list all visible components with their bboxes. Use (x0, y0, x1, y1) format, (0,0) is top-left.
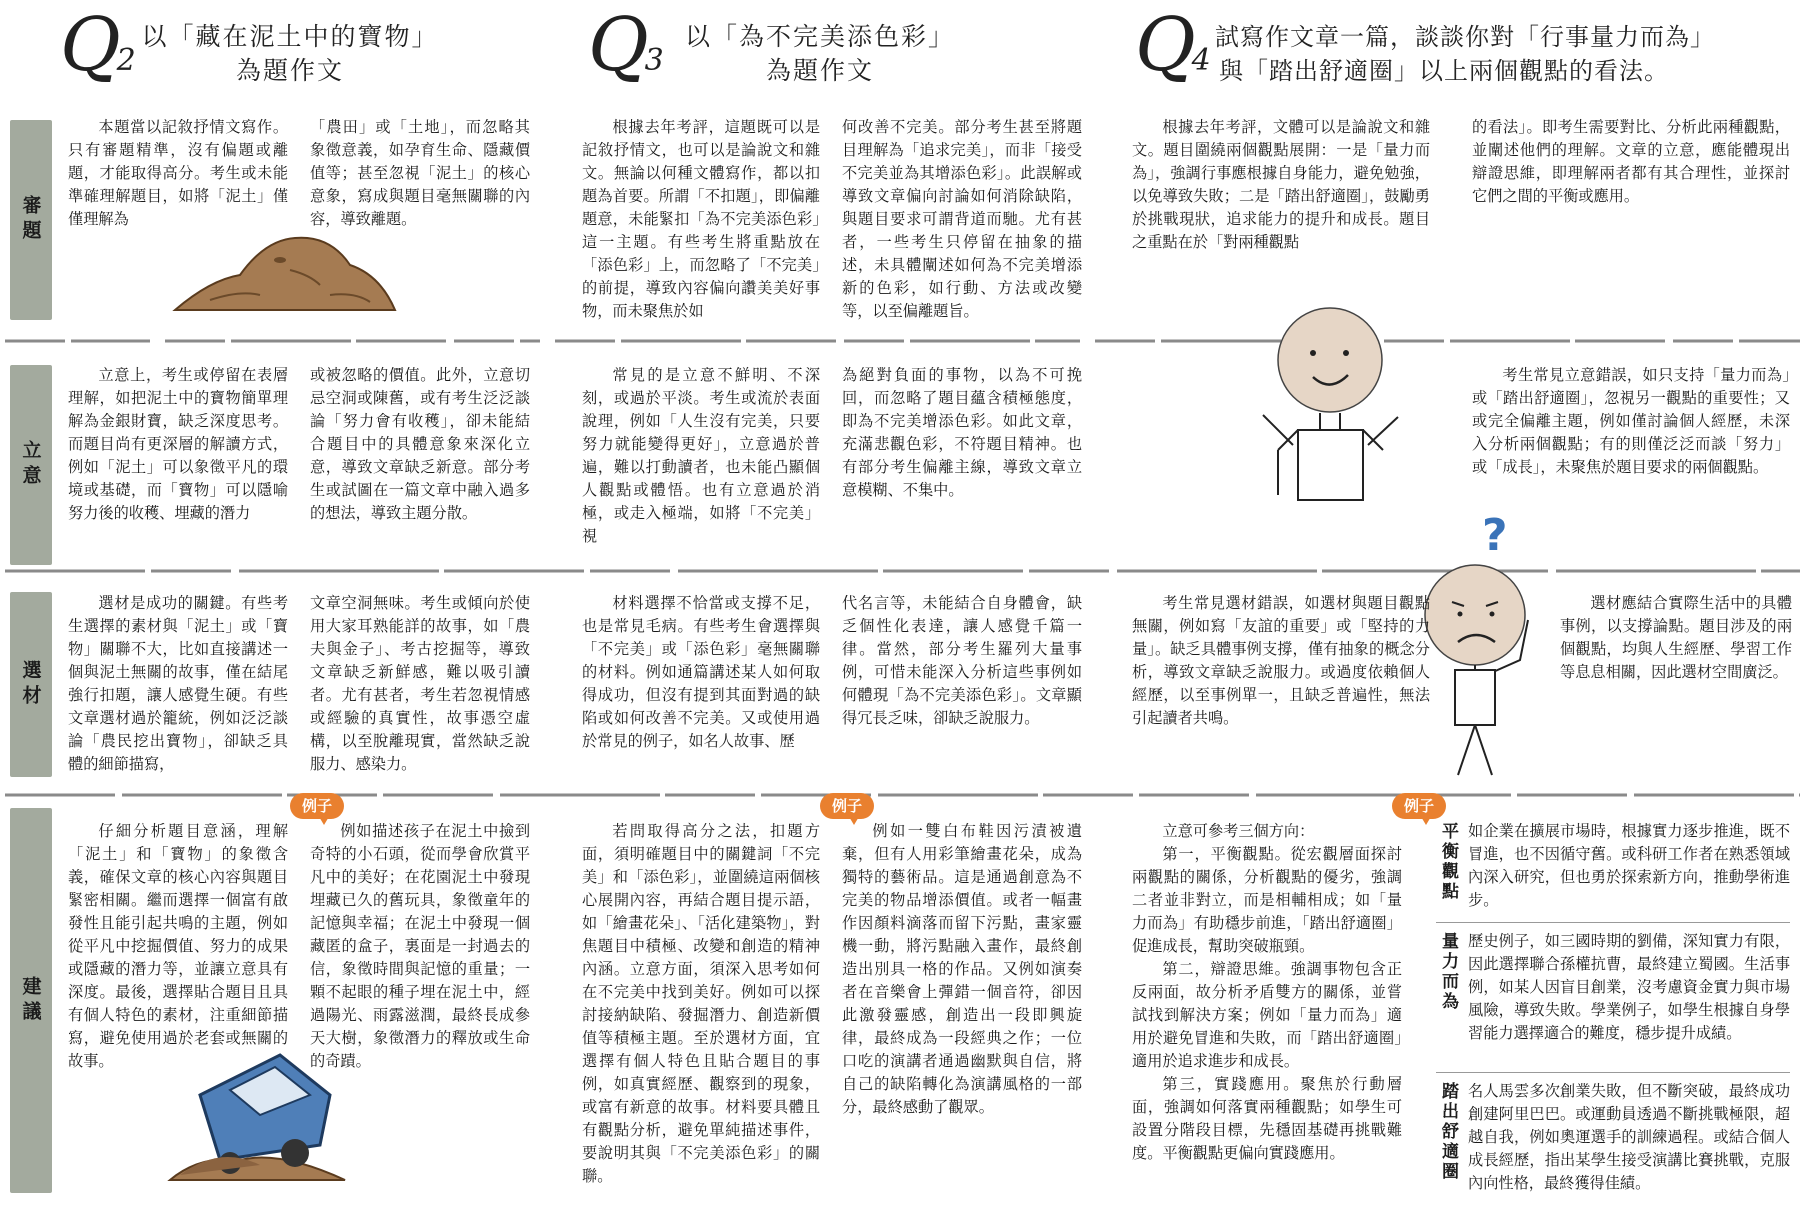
q3-title: 以「為不完美添色彩」 為題作文 (684, 22, 955, 85)
q4-liyi: 考生常見立意錯誤，如只支持「量力而為」或「踏出舒適圈」，忽視另一觀點的重要性；又或完全偏離主題，例如僅討論個人經歷，未深入分析兩個觀點；有的則僅泛泛而談「努力」或「成長」，未聚焦於題目要求的兩個觀點。 (1472, 366, 1790, 476)
section-divider (0, 792, 1800, 798)
q2-shenti-left: 本題當以記敘抒情文寫作。只有審題精準，沒有偏題或離題，才能取得高分。考生或未能準確理解題目，如將「泥土」僅僅理解為 (68, 118, 288, 228)
q4-shenti-left: 根據去年考評，文體可以是論說文和雜文。題目圍繞兩個觀點展開：一是「量力而為」，強調行事應根據自身能力，避免勉強，以免導致失敗；二是「踏出舒適圈」，鼓勵勇於挑戰現狀，追求能力的提升和成長。題目之重點在於「對兩種觀點 (1132, 118, 1430, 251)
q4-jianyi: 立意可參考三個方向： 第一，平衡觀點。從宏觀層面探討兩觀點的關係，分析觀點的優劣，強調二者並非對立，而是相輔相成；如「量力而為」有助穩步前進，「踏出舒適圈」促進成長，幫助突破瓶頸。 第二，辯證思維。強調事物包含正反兩面，故分析矛盾雙方的關係，並嘗試找到解決方案；例如「量力而為」適用於避免冒進和失敗，而「踏出舒適圈」適用於追求進步和成長。 第三，實踐應用。聚焦於行動層面，強調如何落實兩種觀點；如學生可設置分階段目標，先穩固基礎再挑戰難度。平衡觀點更偏向實踐應用。 (1132, 822, 1402, 1162)
q4-shenti-right: 的看法」。即考生需要對比、分析此兩種觀點，並闡述他們的理解。文章的立意，應能體現出辯證思維，即理解兩者都有其合理性，並探討它們之間的平衡或應用。 (1472, 118, 1790, 205)
q2-liyi-left: 立意上，考生或停留在表層理解，如把泥土中的寶物簡單理解為金銀財寶，缺乏深度思考。而題目尚有更深層的解讀方式，例如「泥土」可以象徵平凡的環境或基礎，而「寶物」可以隱喻努力後的收穫、埋藏的潛力 (68, 366, 288, 522)
q2-title: 以「藏在泥土中的寶物」 為題作文 (141, 22, 439, 85)
q3-number: Q3 (588, 2, 664, 88)
q3-shenti-left: 根據去年考評，這題既可以是記敘抒情文，也可以是論說文和雜文。無論以何種文體寫作，都以扣題為首要。所謂「不扣題」，即偏離題意，未能緊扣「為不完美添色彩」這一主題。有些考生將重點放在「添色彩」上，而忽略了「不完美」的前提，導致內容偏向讚美美好事物，而未聚焦於如 (582, 118, 820, 320)
example-label-comfort-zone: 踏出舒適圈 (1438, 1082, 1458, 1182)
q2-xuancai-right: 文章空洞無味。考生或傾向於使用大家耳熟能詳的故事，如「農夫與金子」、考古挖掘等，導致文章缺乏新鮮感，難以吸引讀者。尤有甚者，考生若忽視情感或經驗的真實性，故事憑空虛構，以至脫離現實，當然缺乏說服力、感染力。 (310, 594, 530, 773)
example-label-capacity: 量力而為 (1438, 932, 1458, 1012)
q3-jianyi-left: 若問取得高分之法，扣題方面，須明確題目中的關鍵詞「不完美」和「添色彩」，並圍繞這兩個核心展開內容，再結合題目提示語，如「繪畫花朵」、「活化建築物」，對焦題目中積極、改變和創造的精神內涵。立意方面，須深入思考如何在不完美中找到美好。例如可以探討接納缺陷、發掘潛力、創造新價值等積極主題。至於選材方面，宜選擇有個人特色且貼合題目的事例，如真實經歷、觀察到的現象，或富有新意的故事。材料要具體且有觀點分析，避免單純描述事件，要說明其與「不完美添色彩」的關聯。 (582, 822, 820, 1185)
smiling-character-in-box-illustration (1258, 305, 1408, 505)
q2-liyi-right: 或被忽略的價值。此外，立意切忌空洞或陳舊，或有考生泛泛談論「努力會有收穫」，卻未能結合題目中的具體意象來深化立意，導致文章缺乏新意。部分考生或試圖在一篇文章中融入過多的想法，導致主題分散。 (310, 366, 530, 522)
dirt-mound-illustration (170, 220, 400, 315)
example-text-comfort-zone: 名人馬雲多次創業失敗，但不斷突破，最終成功創建阿里巴巴。或運動員透過不斷挑戰極限，超越自我，例如奧運選手的訓練過程。或結合個人成長經歷，指出某學生接受演講比賽挑戰，克服內向性格，最終獲得佳績。 (1468, 1082, 1790, 1192)
q3-xuancai-left: 材料選擇不恰當或支撐不足，也是常見毛病。有些考生會選擇與「不完美」或「添色彩」毫無關聯的材料。例如通篇講述某人如何取得成功，但沒有提到其面對過的缺陷或如何改善不完美。又或使用過於常見的例子，如名人故事、歷 (582, 594, 820, 750)
q4-title: 試寫作文章一篇，談談你對「行事量力而為」 與「踏出舒適圈」以上兩個觀點的看法。 (1215, 23, 1715, 85)
example-label-balance: 平衡觀點 (1438, 822, 1458, 902)
section-tab-shenti: 審題 (10, 120, 52, 320)
q4-xuancai-right: 選材應結合實際生活中的具體事例，以支撐論點。題目涉及的兩個觀點，均與人生經歷、學習工作等息息相關，因此選材空間廣泛。 (1560, 594, 1792, 681)
section-tab-jianyi: 建議 (10, 808, 52, 1193)
svg-text:?: ? (1482, 510, 1508, 561)
example-text-capacity: 歷史例子，如三國時期的劉備，深知實力有限，因此選擇聯合孫權抗曹，最終建立蜀國。生活事例，如某人因盲目創業，沒考慮資金實力與市場風險，導致失敗。學業例子，如學生根據自身學習能力選擇適合的難度，穩步提升成績。 (1468, 932, 1790, 1042)
q3-shenti-right: 何改善不完美。部分考生甚至將題目理解為「追求完美」，而非「接受不完美並為其增添色彩」。此誤解或導致文章偏向討論如何消除缺陷，與題目要求可謂背道而馳。尤有甚者，一些考生只停留在抽象的描述，未具體闡述如何為不完美增添新的色彩，如行動、方法或改變等，以至偏離題旨。 (842, 118, 1082, 320)
example-badge: 例子 (290, 793, 344, 825)
section-divider (0, 338, 1800, 344)
example-separator (1436, 1072, 1790, 1073)
q3-liyi-left: 常見的是立意不鮮明、不深刻，或過於平淡。考生或流於表面說理，例如「人生沒有完美，只要努力就能變得更好」，立意過於普遍，難以打動讀者，也未能凸顯個人觀點或體悟。也有立意過於消極，或走入極端，如將「不完美」視 (582, 366, 820, 545)
example-badge: 例子 (820, 793, 874, 825)
q2-number: Q2 (60, 2, 136, 88)
q2-jianyi-right: 例如描述孩子在泥土中撿到奇特的小石頭，從而學會欣賞平凡中的美好；在花園泥土中發現埋藏已久的舊玩具，象徵童年的記憶與幸福；在泥土中發現一個藏匿的盒子，裏面是一封過去的信，象徵時間與記憶的重量；一顆不起眼的種子埋在泥土中，經過陽光、雨露滋潤，最終長成參天大樹，象徵潛力的釋放或生命的奇蹟。 (310, 822, 530, 1070)
section-tab-liyi: 立意 (10, 365, 52, 565)
q3-xuancai-right: 代名言等，未能結合自身體會，缺乏個性化表達，讓人感覺千篇一律。當然，部分考生羅列大量事例，可惜未能深入分析這些事例如何體現「為不完美添色彩」。文章顯得冗長乏味，卻缺乏說服力。 (842, 594, 1082, 727)
q2-shenti-right: 「農田」或「土地」，而忽略其象徵意義，如孕育生命、隱藏價值等；甚至忽視「泥土」的核心意象，寫成與題目毫無關聯的內容，導致離題。 (310, 118, 530, 228)
section-tab-xuancai: 選材 (10, 592, 52, 777)
example-separator (1436, 922, 1790, 923)
puzzled-character-illustration (1420, 510, 1570, 780)
example-badge: 例子 (1392, 793, 1446, 825)
q2-xuancai-left: 選材是成功的關鍵。有些考生選擇的素材與「泥土」或「寶物」關聯不大，比如直接講述一個與泥土無關的故事，僅在結尾強行扣題，讓人感覺生硬。有些文章選材過於籠統，例如泛泛談論「農民挖出寶物」，卻缺乏具體的細節描寫， (68, 594, 288, 773)
buried-car-illustration (160, 1035, 350, 1185)
q3-liyi-right: 為絕對負面的事物，以為不可挽回，而忽略了題目蘊含積極態度，即為不完美增添色彩。如此文章，充滿悲觀色彩，不符題目精神。也有部分考生偏離主線，導致文章立意模糊、不集中。 (842, 366, 1082, 499)
q4-number: Q4 (1135, 2, 1211, 88)
q3-jianyi-right: 例如一雙白布鞋因污漬被遺棄，但有人用彩筆繪畫花朵，成為獨特的藝術品。這是通過創意為不完美的物品增添價值。或者一幅畫作因顏料滴落而留下污點，畫家靈機一動，將污點融入畫作，最終創造出別具一格的作品。又例如演奏者在音樂會上彈錯一個音符，卻因此激發靈感，創造出一段即興旋律，最終成為一段經典之作；一位口吃的演講者通過幽默與自信，將自己的缺陷轉化為演講風格的一部分，最終感動了觀眾。 (842, 822, 1082, 1116)
q2-jianyi-left: 仔細分析題目意涵，理解「泥土」和「寶物」的象徵含義，確保文章的核心內容與題目緊密相關。繼而選擇一個富有啟發性且能引起共鳴的主題，例如從平凡中挖掘價值、努力的成果或隱藏的潛力等，並讓立意具有深度。最後，選擇貼合題目且具有個人特色的素材，注重細節描寫，避免使用過於老套或無關的故事。 (68, 822, 288, 1070)
q4-xuancai-left: 考生常見選材錯誤，如選材與題目觀點無關，例如寫「友誼的重要」或「堅持的力量」。缺乏具體事例支撐，僅有抽象的概念分析，導致文章缺乏說服力。或過度依賴個人經歷，以至事例單一，且缺乏普遍性，無法引起讀者共鳴。 (1132, 594, 1430, 727)
example-text-balance: 如企業在擴展市場時，根據實力逐步推進，既不冒進，也不因循守舊。或科研工作者在熟悉領域內深入研究，但也勇於探索新方向，推動學術進步。 (1468, 822, 1790, 909)
